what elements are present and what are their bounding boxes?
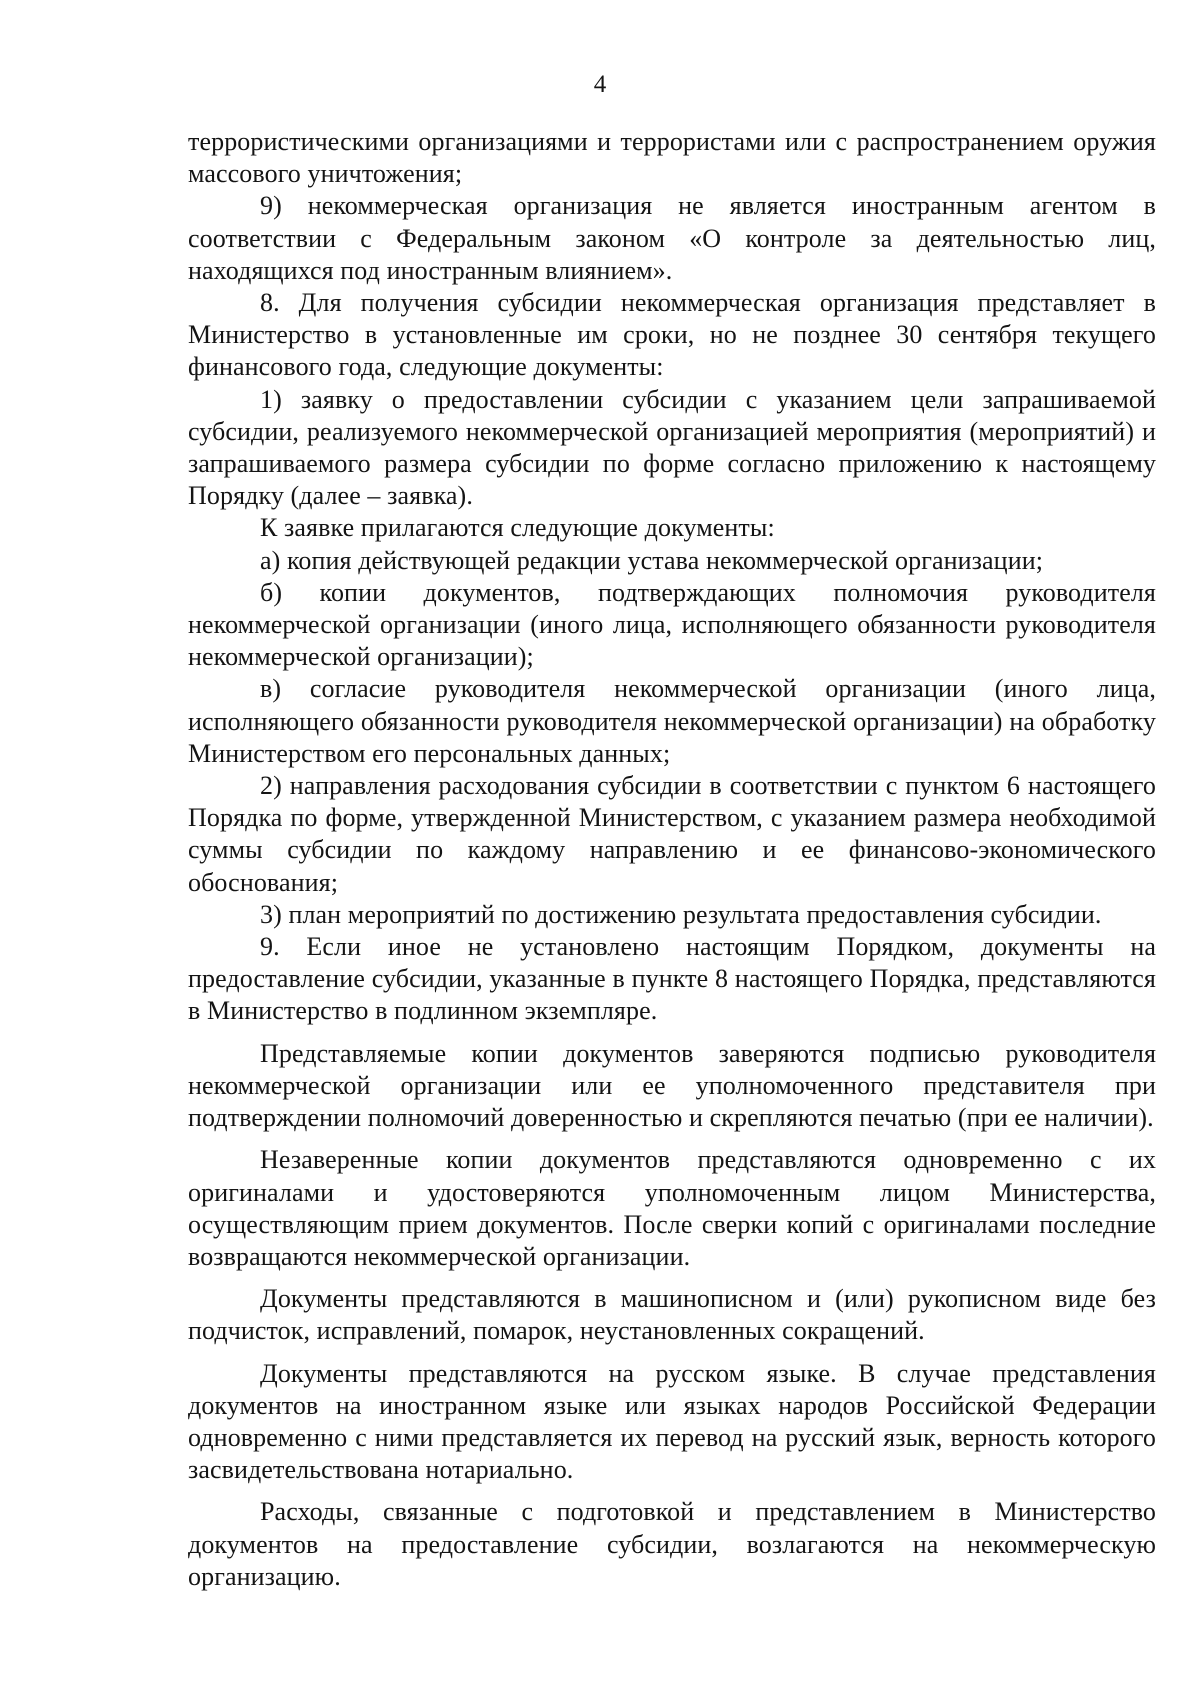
paragraph: 3) план мероприятий по достижению результата предоставления субсидии.	[260, 899, 1102, 929]
paragraph: Расходы, связанные с подготовкой и представлением в Министерство документов на предоставление субсидии, возлагаются на некоммерческую организацию.	[188, 1497, 1156, 1591]
paragraph: К заявке прилагаются следующие документы:	[260, 513, 775, 543]
document-body	[188, 126, 1156, 1593]
paragraph: Документы представляются в машинописном и (или) рукописном виде без подчисток, исправлений, помарок, неустановленных сокращений.	[188, 1284, 1156, 1346]
page-number: 4	[593, 71, 607, 98]
paragraph: б) копии документов, подтверждающих полномочия руководителя некоммерческой организации (иного лица, исполняющего обязанности руководителя некоммерческой организации);	[188, 577, 1156, 672]
paragraph: 9) некоммерческая организация не является иностранным агентом в соответствии с Федеральным законом «О контроле за деятельностью лиц, находящихся под иностранным влиянием».	[188, 191, 1156, 285]
paragraph: 2) направления расходования субсидии в соответствии с пунктом 6 настоящего Порядка по форме, утвержденной Министерством, с указанием размера необходимой суммы субсидии по каждому направлению и ее финансово-экономического обоснования;	[188, 771, 1156, 897]
paragraph: Представляемые копии документов заверяются подписью руководителя некоммерческой организации или ее уполномоченного представителя при подтверждении полномочий доверенностью и скрепляются печатью (при ее наличии).	[188, 1038, 1156, 1133]
paragraph: 1) заявку о предоставлении субсидии с указанием цели запрашиваемой субсидии, реализуемого некоммерческой организацией мероприятия (мероприятий) и запрашиваемого размера субсидии по форме согласно приложению к настоящему Порядку (далее – заявка).	[188, 384, 1156, 511]
paragraph: 9. Если иное не установлено настоящим Порядком, документы на предоставление субсидии, указанные в пункте 8 настоящего Порядка, представляются в Министерство в подлинном экземпляре.	[188, 932, 1156, 1026]
paragraph: а) копия действующей редакции устава некоммерческой организации;	[260, 545, 1044, 575]
paragraph: Незаверенные копии документов представляются одновременно с их оригиналами и удостоверяются уполномоченным лицом Министерства, осуществляющим прием документов. После сверки копий с оригиналами последние возвращаются некоммерческой организации.	[188, 1145, 1156, 1271]
paragraph: террористическими организациями и террористами или с распространением оружия массового уничтожения;	[188, 127, 1156, 189]
paragraph: в) согласие руководителя некоммерческой организации (иного лица, исполняющего обязанности руководителя некоммерческой организации) на обработку Министерством его персональных данных;	[188, 674, 1156, 768]
paragraph: Документы представляются на русском языке. В случае представления документов на иностранном языке или языках народов Российской Федерации одновременно с ними представляется их перевод на русский язык, верность которого засвидетельствована нотариально.	[188, 1358, 1156, 1485]
paragraph: 8. Для получения субсидии некоммерческая организация представляет в Министерство в установленные им сроки, но не позднее 30 сентября текущего финансового года, следующие документы:	[188, 288, 1156, 382]
